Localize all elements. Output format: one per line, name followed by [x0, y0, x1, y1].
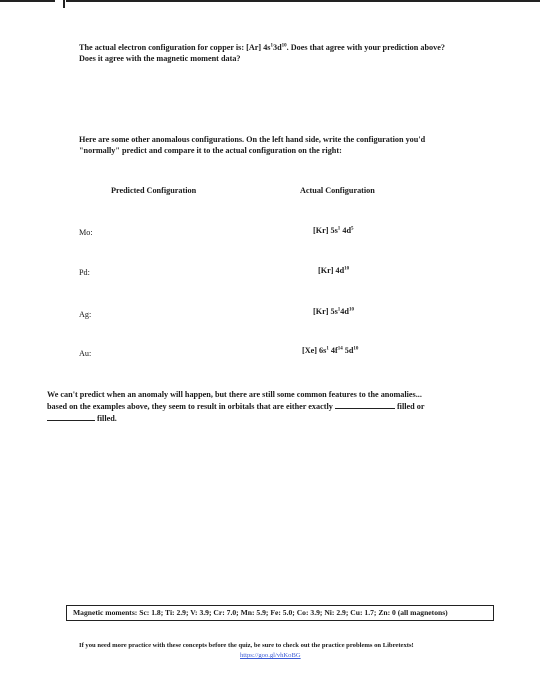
- actual-config-ag: [313, 307, 354, 316]
- element-label-pd: Pd:: [79, 268, 90, 277]
- magnetic-moments-box: Magnetic moments: Sc: 1.8; Ti: 2.9; V: 3.9; Cr: 7.0; Mn: 5.9; Fe: 5.0; Co: 3.9; Ni: 2.9; Cu: 1.7; Zn: 0 (all magnetons): [66, 605, 494, 621]
- config-superscript: 10: [348, 307, 354, 313]
- config-text: 5d: [342, 346, 354, 355]
- fill-blank-2[interactable]: [47, 412, 95, 421]
- top-border-tick: [63, 0, 65, 8]
- practice-link[interactable]: https://goo.gl/vhKoBG: [240, 652, 301, 659]
- config-superscript: 10: [353, 346, 359, 352]
- top-border-right: [66, 0, 540, 2]
- element-label-ag: Ag:: [79, 310, 92, 319]
- actual-config-mo: [313, 226, 354, 235]
- config-text: 4d: [340, 226, 351, 235]
- config-text: 4f: [328, 346, 338, 355]
- config-text: [Kr] 5s: [313, 307, 338, 316]
- conclusion-text: We can't predict when an anomaly will happen, but there are still some common features to the anomalies... based on the examples above, they seem to result in orbitals that are either exactly filled or filled.: [47, 390, 425, 423]
- fill-blank-1[interactable]: [335, 400, 395, 409]
- predicted-header: Predicted Configuration: [111, 186, 197, 195]
- config-superscript: 10: [344, 266, 350, 272]
- anomalous-instructions: Here are some other anomalous configurations. On the left hand side, write the configuration you'd "normally" predict and compare it to the actual configuration on the right:: [79, 135, 426, 155]
- config-text: [Xe] 6s: [302, 346, 327, 355]
- config-text: [Kr] 5s: [313, 226, 338, 235]
- actual-header: Actual Configuration: [300, 186, 375, 195]
- config-superscript: 1: [337, 307, 341, 313]
- actual-config-pd: [318, 266, 349, 275]
- copper-question: The actual electron configuration for copper is: [Ar] $4s^13d^{10}$. Does that agree with your prediction above? Does it agree with the magnetic moment data?: [79, 43, 445, 63]
- config-text: [Kr] 4d: [318, 266, 345, 275]
- element-label-au: Au:: [79, 349, 92, 358]
- config-text: 4d: [340, 307, 349, 316]
- actual-config-au: [302, 346, 358, 355]
- practice-note: If you need more practice with these concepts before the quiz, be sure to check out the practice problems on Libretexts!: [79, 642, 414, 649]
- config-superscript: 1: [337, 226, 341, 232]
- config-superscript: 1: [326, 346, 329, 352]
- element-label-mo: Mo:: [79, 228, 93, 237]
- top-border-left: [0, 0, 55, 2]
- config-superscript: 5: [351, 226, 354, 232]
- config-superscript: 14: [337, 346, 343, 352]
